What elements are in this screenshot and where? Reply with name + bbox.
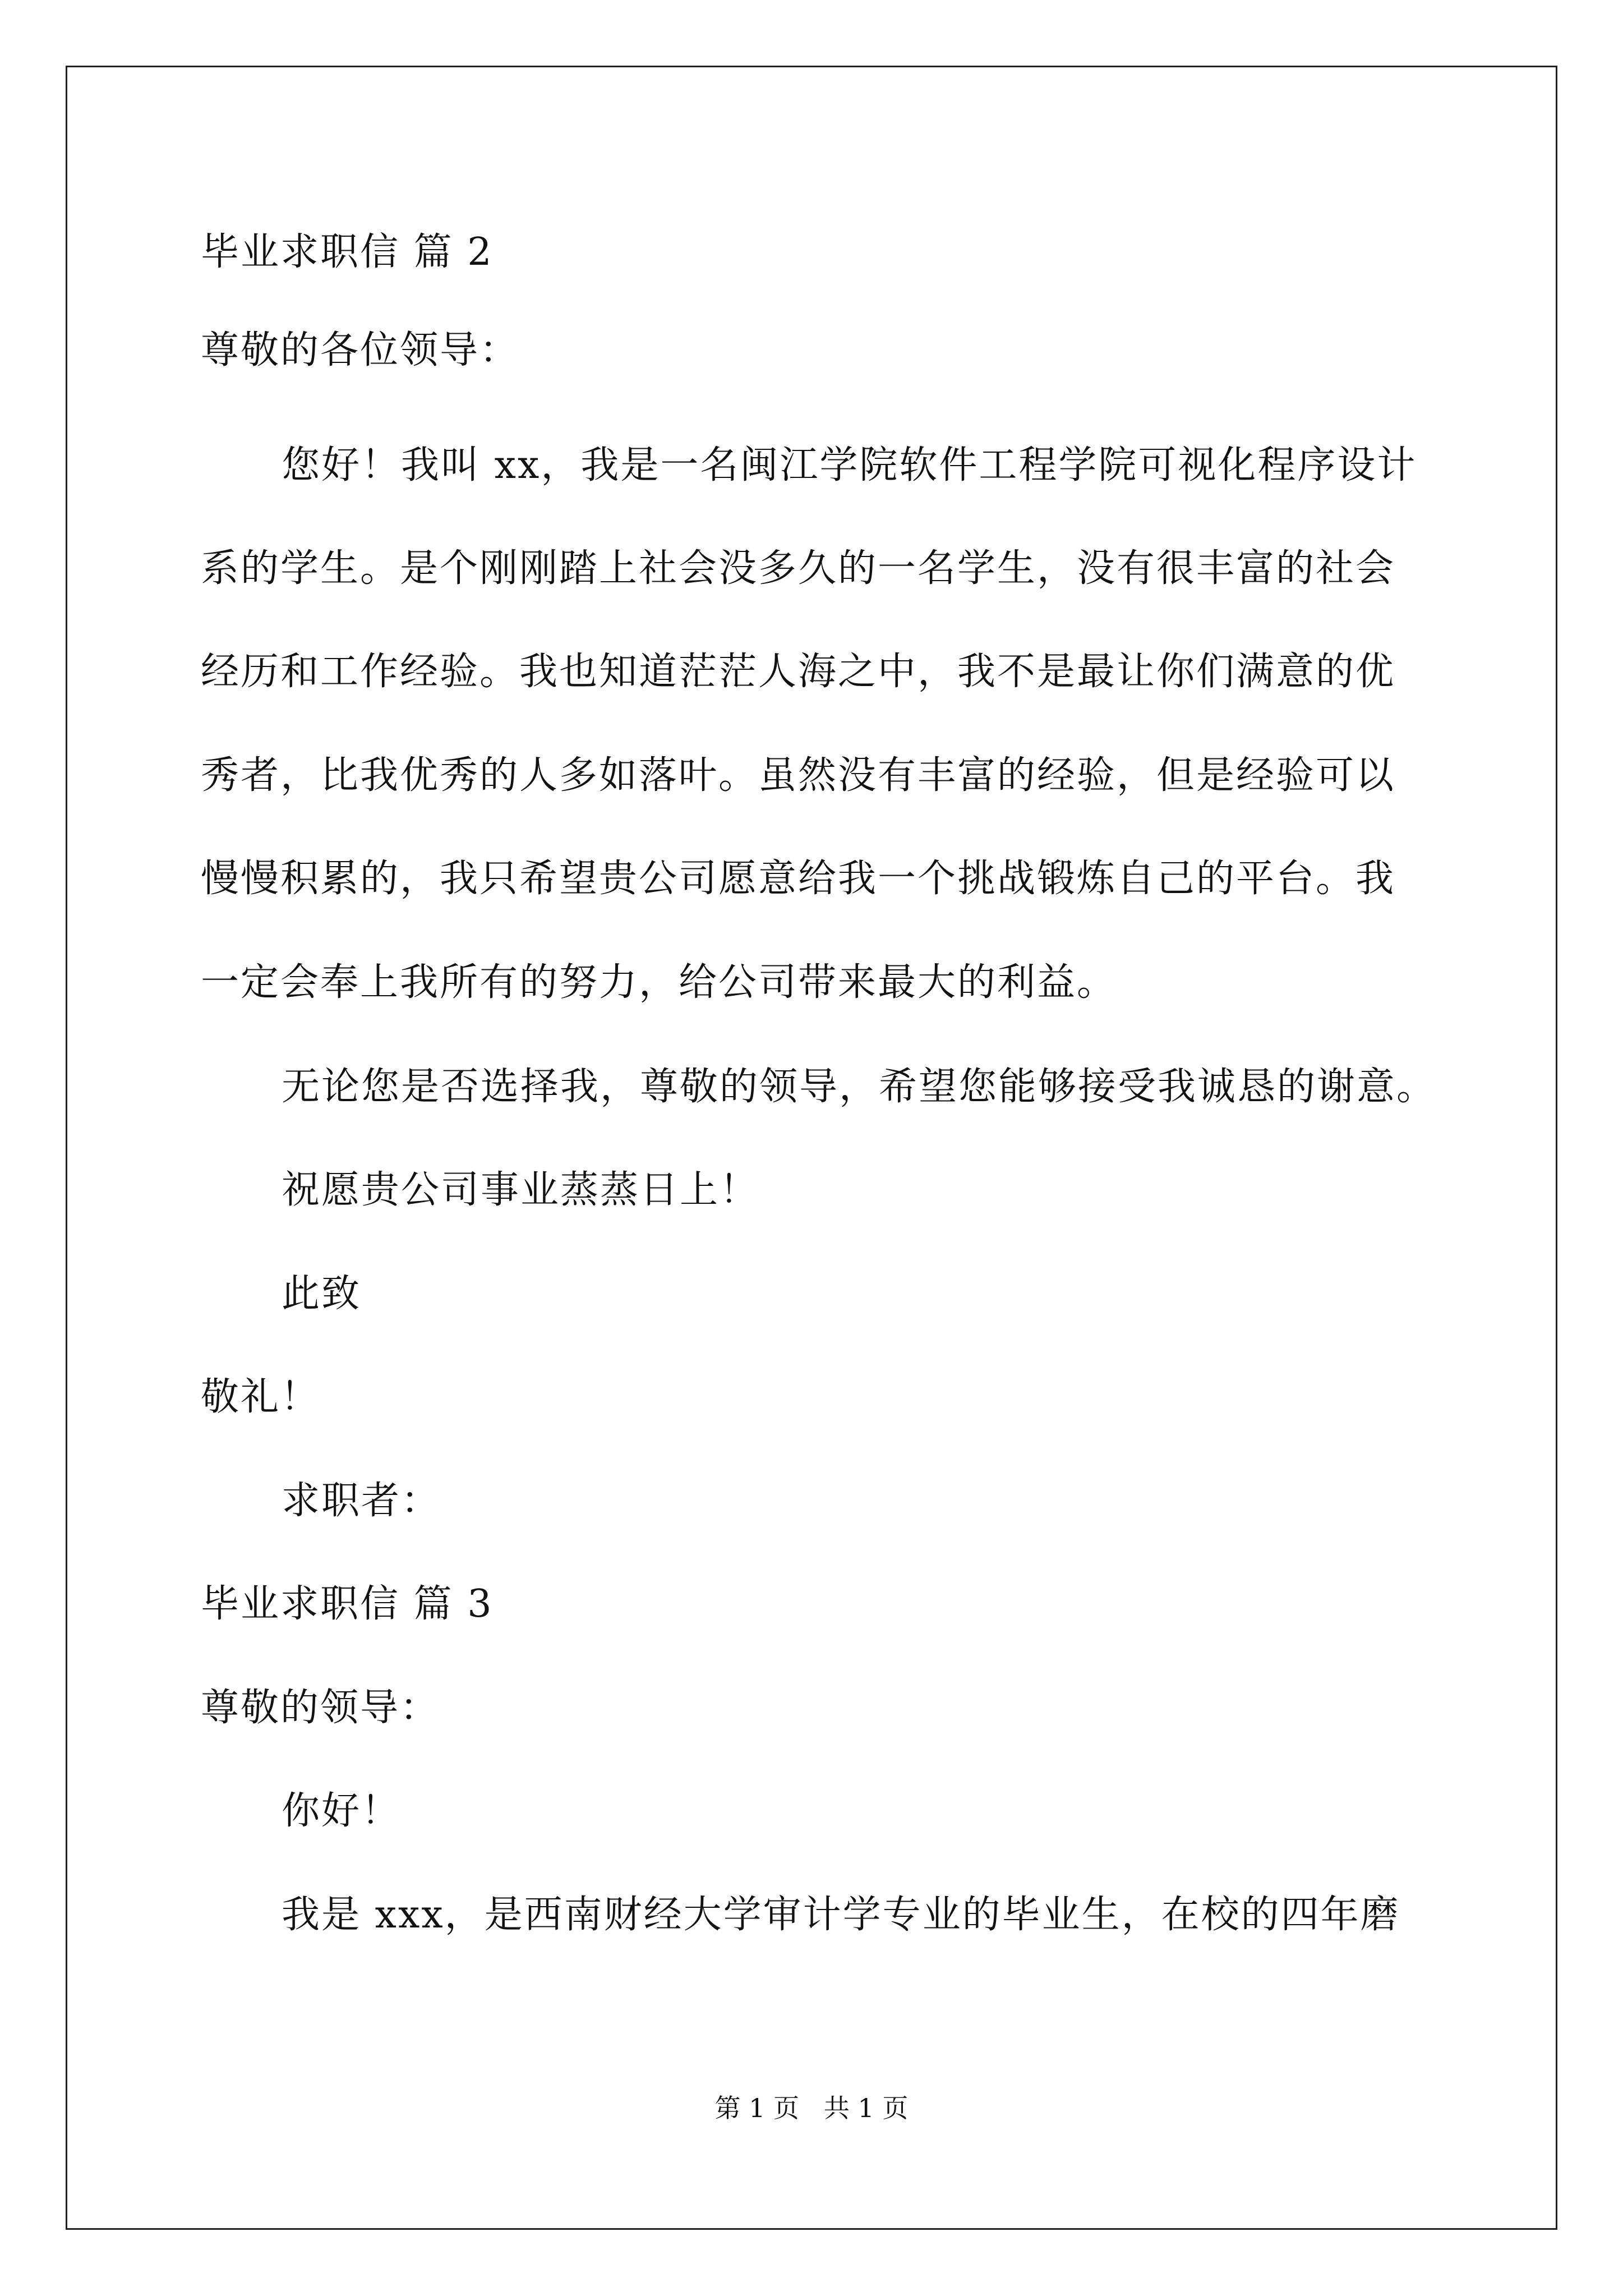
closing-line: 敬礼！ <box>201 1375 321 1419</box>
section-title-2: 毕业求职信 篇 2 <box>201 230 494 274</box>
page-footer: 第 1 页 共 1 页 <box>714 2093 909 2123</box>
section-title-3: 毕业求职信 篇 3 <box>201 1582 494 1626</box>
closing-line: 此致 <box>282 1272 362 1316</box>
body-line: 慢慢积累的，我只希望贵公司愿意给我一个挑战锻炼自己的平台。我 <box>201 857 1396 901</box>
salutation-1: 尊敬的各位领导： <box>201 328 520 372</box>
body-line: 无论您是否选择我，尊敬的领导，希望您能够接受我诚恳的谢意。 <box>282 1065 1437 1109</box>
body-line: 经历和工作经验。我也知道茫茫人海之中，我不是最让你们满意的优 <box>201 650 1396 694</box>
body-line: 祝愿贵公司事业蒸蒸日上！ <box>282 1168 760 1212</box>
body-line: 我是 xxx，是西南财经大学审计学专业的毕业生，在校的四年磨 <box>282 1893 1400 1937</box>
body-line: 一定会奉上我所有的努力，给公司带来最大的利益。 <box>201 960 1117 1005</box>
signature-line: 求职者： <box>282 1479 441 1523</box>
body-line: 秀者，比我优秀的人多如落叶。虽然没有丰富的经验，但是经验可以 <box>201 753 1396 798</box>
salutation-2: 尊敬的领导： <box>201 1686 440 1730</box>
greeting-line: 你好！ <box>282 1789 402 1833</box>
body-line: 系的学生。是个刚刚踏上社会没多久的一名学生，没有很丰富的社会 <box>201 546 1396 591</box>
body-line: 您好！我叫 xx，我是一名闽江学院软件工程学院可视化程序设计 <box>282 443 1417 487</box>
